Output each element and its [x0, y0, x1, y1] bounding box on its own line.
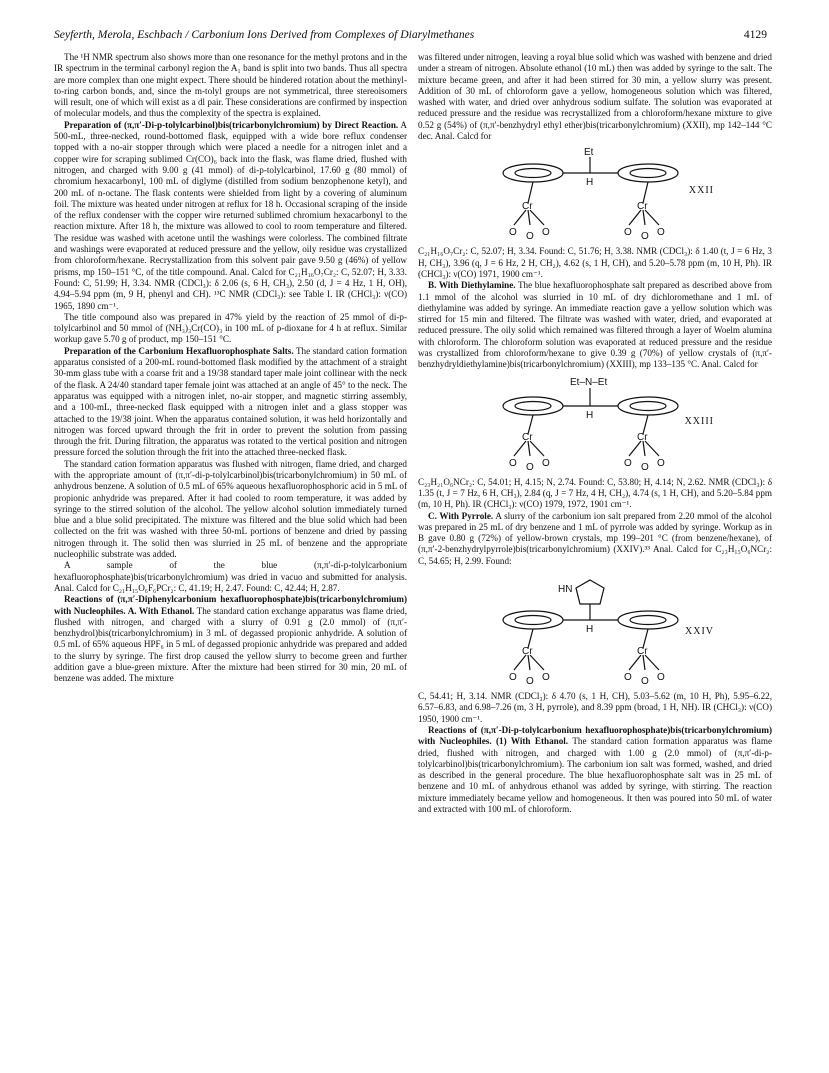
paragraph-body: The standard cation formation apparatus was flame dried, flushed with nitrogen, and charged with 1.00 g (2.0 mmol) of (π,π′-di-p-tolylcarbinol)bis(tricarbonylchromium). The carbonium ion salt was formed, washed, and dried as described in the general procedure. The blue hexafluorophosphate salt was in 25 mL of benzene and 10 mL of anhydrous ethanol was added by syringe, with stirring. The reaction mixture immediately became yellow and homogeneous. It then was poured into 50 mL of water and extracted with 100 mL of chloroform. [418, 736, 772, 814]
atom-label: O [542, 227, 550, 239]
paragraph-body: A 500-mL, three-necked, round-bottomed flask, equipped with a wide bore reflux condenser topped with a no-air stopper through which were placed a needle for a nitrogen inlet and a copper wire for scraping sublimed Cr(CO)₆ back into the flask, was flame dried, flushed with nitrogen, and charged with 9.00 g (41 mmol) of di-p-tolylcarbinol, 17.60 g (80 mmol) of chromium hexacarbonyl, 100 mL of diglyme (distilled from sodium benzophenone ketyl), and 200 mL of n-octane. The flask contents were shielded from light by a covering of aluminum foil. The mixture was heated under nitrogen at reflux for 18 h. Occasional scraping of the inside of the reflux condenser with the copper wire returned sublimed chromium hexacarbonyl to the reaction mixture. After 18 h, the mixture was allowed to cool to room temperature and filtered. The residue was washed with acetone until the washings were colorless. The combined filtrate and washings were evaporated at reduced pressure and the yellow, oily residue was crystallized from chloroform/hexane. Recrystallization from this solvent pair gave 9.50 g (46%) of yellow prisms, mp 150–151 °C, of the title compound. Anal. Calcd for C₂₁H₁₆O₇Cr₂: C, 52.07; H, 3.33. Found: C, 51.99; H, 3.34. NMR (CDCl₃): δ 2.06 (s, 6 H, CH₃), 2.50 (d, J = 4 Hz, 1 H, OH), 4.94–5.94 ppm (m, 9 H, phenyl and CH). ¹³C NMR (CDCl₃): see Table I. IR (CHCl₃): ν(CO) 1965, 1890 cm⁻¹. [54, 119, 407, 311]
paragraph: The ¹H NMR spectrum also shows more than one resonance for the methyl protons and in the IR spectrum in the terminal carbonyl region the A₁ band is split into two bands. Thus all spectra are more complex than one might expect. There should be hindered rotation about the methinyl-to-ring carbon bonds, and, since the m-tolyl groups are not symmetrical, three stereoisomers will result, one of which will exist as a dl pair. These considerations are confirmed by inspection of molecular models, and thus the complexity of the spectra is explained. [54, 52, 407, 119]
atom-label: O [641, 231, 649, 243]
paragraph: C, 54.41; H, 3.14. NMR (CDCl₃): δ 4.70 (s, 1 H, CH), 5.03–5.62 (m, 10 H, Ph), 5.95–6.22, 6.57–6.83, and 6.98–7.26 (m, 3 H, pyrrole), and 8.39 ppm (broad, 1 H, NH). IR (CHCl₃): ν(CO) 1950, 1900 cm⁻¹. [418, 691, 772, 724]
section-heading: Preparation of the Carbonium Hexafluorophosphate Salts. [64, 345, 294, 356]
chemical-structure-diagram [418, 374, 772, 474]
atom-label: O [542, 672, 550, 684]
structure-xxii [418, 145, 772, 243]
atom-label: Cr [637, 201, 648, 213]
compound-label: XXIV [685, 626, 714, 638]
section-heading: Reactions of (π,π′-Di-p-tolylcarbonium hexafluorophosphate)bis(tricarbonylchromium) with Nucleophiles. (1) With Ethanol. [418, 724, 772, 747]
paragraph-body: The standard cation exchange apparatus was flame dried, flushed with nitrogen, and charged with a slurry of 0.91 g (2.0 mmol) of (π,π′-benzhydrol)bis(tricarbonylchromium) in 3 mL of degassed propionic anhydride. A solution of 0.5 mL of 65% aqueous HPF₆ in 5 mL of degassed propionic anhydride was prepared and added to the slurry by syringe. The first drop caused the yellow slurry to become green and further addition gave a blue-green mixture. After the mixture had been stirred for 30 min, 20 mL of benzene was added. The mixture [54, 605, 408, 684]
atom-label: O [509, 457, 517, 469]
atom-label: Cr [522, 431, 533, 443]
compound-label: XXII [688, 185, 714, 197]
section-heading: Preparation of (π,π′-Di-p-tolylcarbinol)bis(tricarbonylchromium) by Direct Reaction. [64, 119, 399, 130]
paragraph: C₂₁H₁₆O₇Cr₂: C, 52.07; H, 3.34. Found: C, 51.76; H, 3.38. NMR (CDCl₃): δ 1.40 (t, J = 6 Hz, 3 H, CH₃), 3.96 (q, J = 6 Hz, 2 H, CH₂), 4.62 (s, 1 H, CH), and 5.20–5.78 ppm (m, 10 H, Ph). IR (CHCl₃): ν(CO) 1971, 1900 cm⁻¹. [418, 246, 772, 279]
atom-label: O [526, 461, 534, 473]
substituent-label: Et [584, 147, 594, 159]
paragraph-body: A slurry of the carbonium ion salt prepared from 2.20 mmol of the alcohol was prepared in 25 mL of dry benzene and 1 mL of pyrrole was added by syringe. Workup as in B gave 0.80 g (72%) of yellow-brown crystals, mp 199–201 °C (from benzene/hexane), of (π,π′-2-benzhydrylpyrrole)bis(tricarbonylchromium) (XXIV).³³ Anal. Calcd for C₂₃H₁₅O₆NCr₂: C, 54.65; H, 2.99. Found: [418, 510, 772, 566]
atom-label: Cr [522, 646, 533, 658]
structure-xxiii [418, 374, 772, 474]
atom-label: O [526, 231, 534, 243]
paragraph: C₂₃H₂₁O₆NCr₂: C, 54.01; H, 4.15; N, 2.74. Found: C, 53.80; H, 4.14; N, 2.62. NMR (CDCl₃): δ 1.35 (t, J = 7 Hz, 6 H, CH₃), 2.84 (q, J = 7 Hz, 4 H, CH₂), 4.74 (s, 1 H, CH), and 5.20–5.84 ppm (m, 10 H, Ph). IR (CHCl₃): ν(CO) 1979, 1972, 1901 cm⁻¹. [418, 476, 772, 510]
paragraph [418, 725, 772, 815]
section-heading: Reactions of (π,π′-Diphenylcarbonium hexafluorophosphate)bis(tricarbonylchromium) with Nucleophiles. A. With Ethanol. [54, 594, 407, 616]
section-heading: B. With Diethylamine. [428, 280, 516, 291]
atom-label: Cr [637, 646, 648, 658]
paragraph: The standard cation formation apparatus was flushed with nitrogen, flame dried, and charged with the appropriate amount of (π,π′-di-p-tolylcarbinol)bis(tricarbonylchromium) in 50 mL of anhydrous benzene. A solution of 0.5 mL of 65% aqueous hexafluorophosphoric acid in 5 mL of propionic anhydride was prepared. After it had cooled to room temperature, it was added by syringe to the stirred solution of the alcohol. The yellow alcohol solution immediately turned blue and a blue solid precipitated. The mixture was filtered and the blue solid which had been collected on the frit was washed with three 50-mL portions of benzene and dried by passing nitrogen through it. The solid then was slurried in 25 mL of benzene and the appropriate nucleophilic substrate was added. [54, 458, 407, 560]
substituent-label: Et–N–Et [570, 376, 608, 388]
atom-label: O [509, 672, 517, 684]
paragraph: was filtered under nitrogen, leaving a royal blue solid which was washed with benzene and dried under a stream of nitrogen. Absolute ethanol (10 mL) then was added by syringe to the salt. The mixture became green, and after it had been stirred for 30 min, a yellow slurry was present. Addition of 30 mL of chloroform gave a yellow, homogeneous solution which was filtered, washed with water, and dried over anhydrous sodium sulfate. The solution was evaporated at reduced pressure and the residue was recrystallized from a chloroform/hexane mixture to give 0.52 g (54%) of (π,π′-benzhydryl ethyl ether)bis(tricarbonylchromium) (XXII), mp 142–144 °C dec. Anal. Calcd for [418, 52, 772, 142]
right-column [418, 52, 772, 815]
atom-label: O [624, 672, 632, 684]
running-title: Seyferth, Merola, Eschbach / Carbonium Ions Derived from Complexes of Diarylmethanes [54, 28, 475, 41]
paragraph-body: The standard cation formation apparatus consisted of a 200-mL round-bottomed flask modified by the attachment of a straight 30-mm glass tube with a coarse frit and a 19/38 standard taper male joint collinear with the neck of the flask. A 24/40 standard taper female joint was attached at an angle of 45° to the neck. The apparatus was equipped with a nitrogen inlet, no-air stopper, and magnetic stirring assembly, and a 100-mL, three-necked flask equipped with a nitrogen inlet and a glass stopper was attached to the 19/38 joint. When the apparatus contained solution, it was held horizontally and nitrogen was forced upward through the frit in order to prevent the solution from passing through the frit. During filtration, the apparatus was rotated to the vertical position and nitrogen pressure forced the solution through the frit into the attached three-necked flask. [54, 345, 407, 458]
atom-label: O [641, 461, 649, 473]
atom-label: Cr [637, 431, 648, 443]
atom-label: O [624, 457, 632, 469]
section-heading: C. With Pyrrole. [428, 510, 494, 521]
paragraph [418, 280, 772, 370]
paragraph [54, 594, 407, 684]
atom-label: O [641, 676, 649, 688]
paragraph [54, 346, 407, 459]
substituent-label: HN [558, 584, 573, 596]
chemical-structure-diagram [418, 145, 772, 243]
atom-label: O [509, 227, 517, 239]
paragraph [54, 120, 407, 312]
paragraph [418, 511, 772, 567]
atom-label: O [657, 672, 665, 684]
compound-label: XXIII [684, 415, 714, 427]
atom-label: O [526, 676, 534, 688]
chemical-structure-diagram [418, 570, 772, 688]
paragraph-body: The blue hexafluorophosphate salt prepared as described above from 1.1 mmol of the alcohol was slurried in 10 mL of dry dichloromethane and 1 mL of diethylamine was added by syringe. An immediate reaction gave a yellow solution which was stirred for 15 min and filtered. The filtrate was washed with water, dried, and evaporated at reduced pressure. The oily solid which remained was filtered through a layer of Woelm alumina with chloroform. The chloroform solution was evaporated at reduced pressure and the residue was crystallized from chloroform/hexane to give 0.39 g (70%) of yellow crystals of (π,π′-benzhydryldiethylamine)bis(tricarbonylchromium) (XXIII), mp 133–135 °C. Anal. Calcd for [418, 280, 772, 370]
paragraph: The title compound also was prepared in 47% yield by the reaction of 25 mmol of di-p-tolylcarbinol and 50 mmol of (NH₃)₃Cr(CO)₃ in 100 mL of p-dioxane for 4 h at reflux. Similar workup gave 5.70 g of product, mp 150–151 °C. [54, 311, 407, 345]
left-column [54, 52, 407, 685]
structure-xxiv [418, 570, 772, 688]
atom-label: H [586, 409, 594, 421]
atom-label: O [542, 457, 550, 469]
page-number: 4129 [743, 28, 767, 41]
atom-label: O [657, 227, 665, 239]
paragraph: A sample of the blue (π,π′-di-p-tolylcarbonium hexafluorophosphate)bis(tricarbonylchromium) was dried in vacuo and submitted for analysis. Anal. Calcd for C₂₁H₁₅O₆F₆PCr₂: C, 41.19; H, 2.47. Found: C, 42.44; H, 2.87. [54, 560, 407, 593]
atom-label: H [586, 624, 594, 636]
atom-label: H [586, 177, 594, 189]
atom-label: O [657, 457, 665, 469]
atom-label: Cr [522, 201, 533, 213]
atom-label: O [624, 227, 632, 239]
